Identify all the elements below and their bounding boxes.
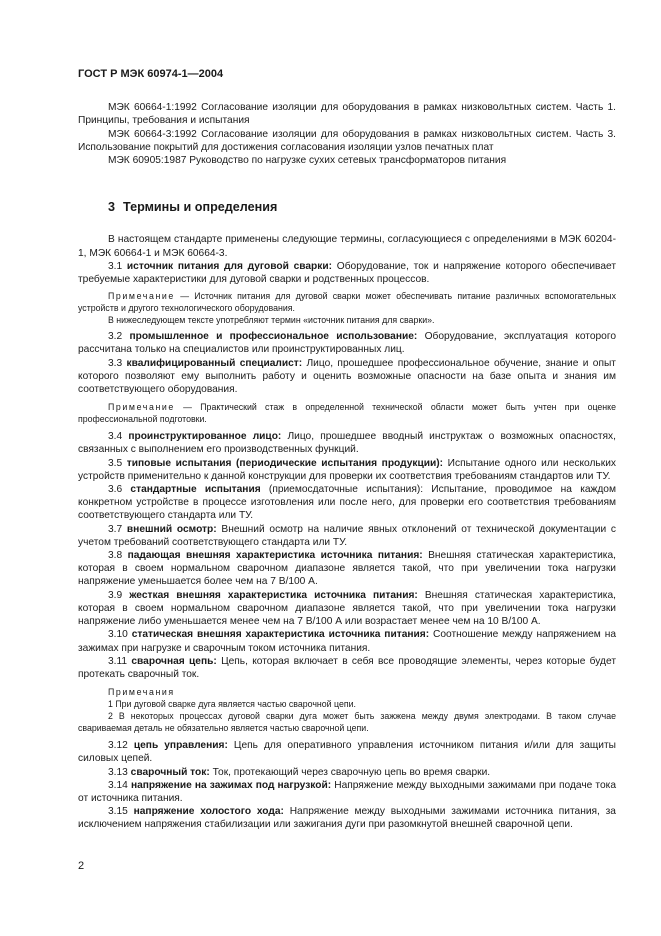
term-number: 3.15	[108, 806, 128, 818]
term-definition-3-15	[78, 805, 616, 831]
term-name: статическая внешняя характеристика источника питания:	[131, 629, 430, 641]
note-continuation: В нижеследующем тексте употребляют термин «источник питания для сварки».	[108, 315, 435, 326]
term-definition-3-7	[78, 523, 616, 549]
term-definition-3-2	[78, 330, 616, 356]
section-heading	[108, 201, 616, 214]
term-number: 3.4	[108, 431, 123, 443]
term-number: 3.7	[108, 523, 123, 535]
term-text: Напряжение между выходными зажимами источника питания, за исключением напряжения стабилизации или зажигания дуги при разомкнутой внешней сварочной цепи.	[78, 806, 616, 831]
term-definition-3-5	[78, 457, 616, 483]
term-number: 3.14	[108, 779, 128, 791]
term-definition-3-8	[78, 549, 616, 589]
term-text: Внешняя статическая характеристика, которая в своем нормальном сварочном диапазоне является такой, что при увеличении тока нагрузки напряжение либо уменьшается менее чем на 7 В/100 А или возрастает менее чем на 10 В/100 А.	[78, 589, 616, 628]
note	[78, 401, 616, 425]
term-number: 3.11	[108, 655, 128, 667]
term-name: внешний осмотр:	[126, 523, 217, 535]
term-definition-3-13	[78, 766, 616, 779]
term-name: жесткая внешняя характеристика источника питания:	[129, 589, 418, 601]
term-text: (приемосдаточные испытания): Испытание, проводимое на каждом конкретном устройстве в процессе изготовления или после него, для проверки его соответствия требованиям соответствующего стандарта или ТУ.	[78, 484, 616, 522]
term-text: Внешняя статическая характеристика, которая в своем нормальном сварочном диапазоне является такой, что при увеличении тока нагрузки напряжение уменьшается более чем на 7 В/100 А.	[78, 550, 616, 588]
term-definition-3-4	[78, 430, 616, 456]
reference-item: МЭК 60664-1:1992 Согласование изоляции для оборудования в рамках низковольтных систем. Часть 1. Принципы, требования и испытания	[78, 102, 616, 127]
term-name: стандартные испытания	[130, 484, 261, 496]
term-text: Цепь, которая включает в себя все проводящие элементы, через которые будет протекать сварочный ток.	[78, 655, 616, 680]
term-text: Лицо, прошедшее вводный инструктаж о возможных опасностях, связанных с выполнением его производственных функций.	[78, 431, 616, 456]
term-definition-3-9	[78, 589, 616, 629]
note-item: 2 В некоторых процессах дуговой сварки дуга может быть зажжена между двумя электродами. В таком случае свариваемая деталь не обязательно является частью сварочной цепи.	[78, 711, 616, 734]
term-name: падающая внешняя характеристика источника питания:	[127, 550, 423, 562]
notes-label: Примечания	[108, 687, 175, 698]
term-name: квалифицированный специалист:	[126, 357, 303, 369]
term-definition-3-3	[78, 357, 616, 397]
term-text: Оборудование, ток и напряжение которого обеспечивает требуемые характеристики для дуговой сварки и родственных процессов.	[78, 260, 616, 286]
term-name: типовые испытания (периодические испытания продукции):	[126, 457, 444, 469]
page-number: 2	[78, 860, 85, 872]
document-header: ГОСТ Р МЭК 60974-1—2004	[78, 68, 224, 80]
term-number: 3.13	[108, 766, 128, 778]
section-title: Термины и определения	[123, 200, 278, 215]
term-number: 3.5	[108, 457, 123, 469]
term-name: напряжение холостого хода:	[133, 806, 284, 818]
term-name: проинструктированное лицо:	[128, 431, 282, 443]
reference-item: МЭК 60664-3:1992 Согласование изоляции для оборудования в рамках низковольтных систем. Часть 3. Использование покрытий для достижения согласования изоляции узлов печатных плат	[78, 128, 616, 153]
term-name: сварочная цепь:	[131, 655, 217, 667]
term-text: Внешний осмотр на наличие явных отклонений от технической документации с учетом требований соответствующего стандарта или ТУ.	[78, 523, 616, 548]
term-name: источник питания для дуговой сварки:	[126, 260, 333, 272]
term-definition-3-6	[78, 483, 616, 523]
note-text: — Практический стаж в определенной технической области может быть учтен при оценке профессиональной подготовки.	[78, 402, 616, 425]
note-item: 1 При дуговой сварке дуга является частью сварочной цепи.	[108, 699, 356, 710]
term-number: 3.9	[108, 589, 123, 601]
section-intro: В настоящем стандарте применены следующие термины, согласующиеся с определениями в МЭК 60204-1, МЭК 60664-1 и МЭК 60664-3.	[78, 234, 616, 259]
term-number: 3.1	[108, 260, 123, 272]
note	[78, 290, 616, 314]
term-number: 3.10	[108, 629, 128, 641]
note-label: Примечание	[108, 291, 175, 302]
term-definition-3-12	[78, 739, 616, 765]
document-page	[78, 68, 616, 832]
term-definition-3-1	[78, 260, 616, 286]
reference-item: МЭК 60905:1987 Руководство по нагрузке сухих сетевых трансформаторов питания	[108, 155, 507, 167]
term-number: 3.2	[108, 331, 123, 343]
term-number: 3.8	[108, 550, 123, 562]
term-name: сварочный ток:	[130, 766, 210, 778]
note-label: Примечание	[108, 402, 175, 413]
term-name: цепь управления:	[133, 740, 228, 752]
term-name: напряжение на зажимах под нагрузкой:	[130, 779, 332, 791]
term-number: 3.12	[108, 740, 128, 752]
term-text: Испытание одного или нескольких устройств применительно к данной конструкции для проверки их соответствия требованиям стандартов или ТУ.	[78, 457, 616, 482]
term-definition-3-14	[78, 779, 616, 805]
term-text: Цепь для оперативного управления источником питания и/или для защиты силовых цепей.	[78, 740, 616, 765]
term-text: Соотношение между напряжением на зажимах при нагрузке и сварочным током источника питания.	[78, 629, 616, 654]
term-text: Оборудование, эксплуатация которого рассчитана только на специалистов или проинструктированных лиц.	[78, 331, 616, 356]
term-number: 3.6	[108, 484, 123, 496]
section-number: 3	[108, 200, 116, 215]
term-definition-3-11	[78, 655, 616, 681]
term-number: 3.3	[108, 357, 123, 369]
term-definition-3-10	[78, 628, 616, 654]
term-text: Лицо, прошедшее профессиональное обучение, знание и опыт которого позволяют ему выполнить работу и оценить возможные опасности на базе опыта и знания им соответствующего оборудования.	[78, 357, 616, 396]
term-text: Напряжение между выходными зажимами при подаче тока от источника питания.	[78, 779, 616, 804]
term-name: промышленное и профессиональное использование:	[129, 331, 418, 343]
term-text: Ток, протекающий через сварочную цепь во время сварки.	[209, 766, 491, 778]
note-text: — Источник питания для дуговой сварки может обеспечивать питание различных вспомогательных устройств и другого технологического оборудования.	[78, 291, 616, 314]
